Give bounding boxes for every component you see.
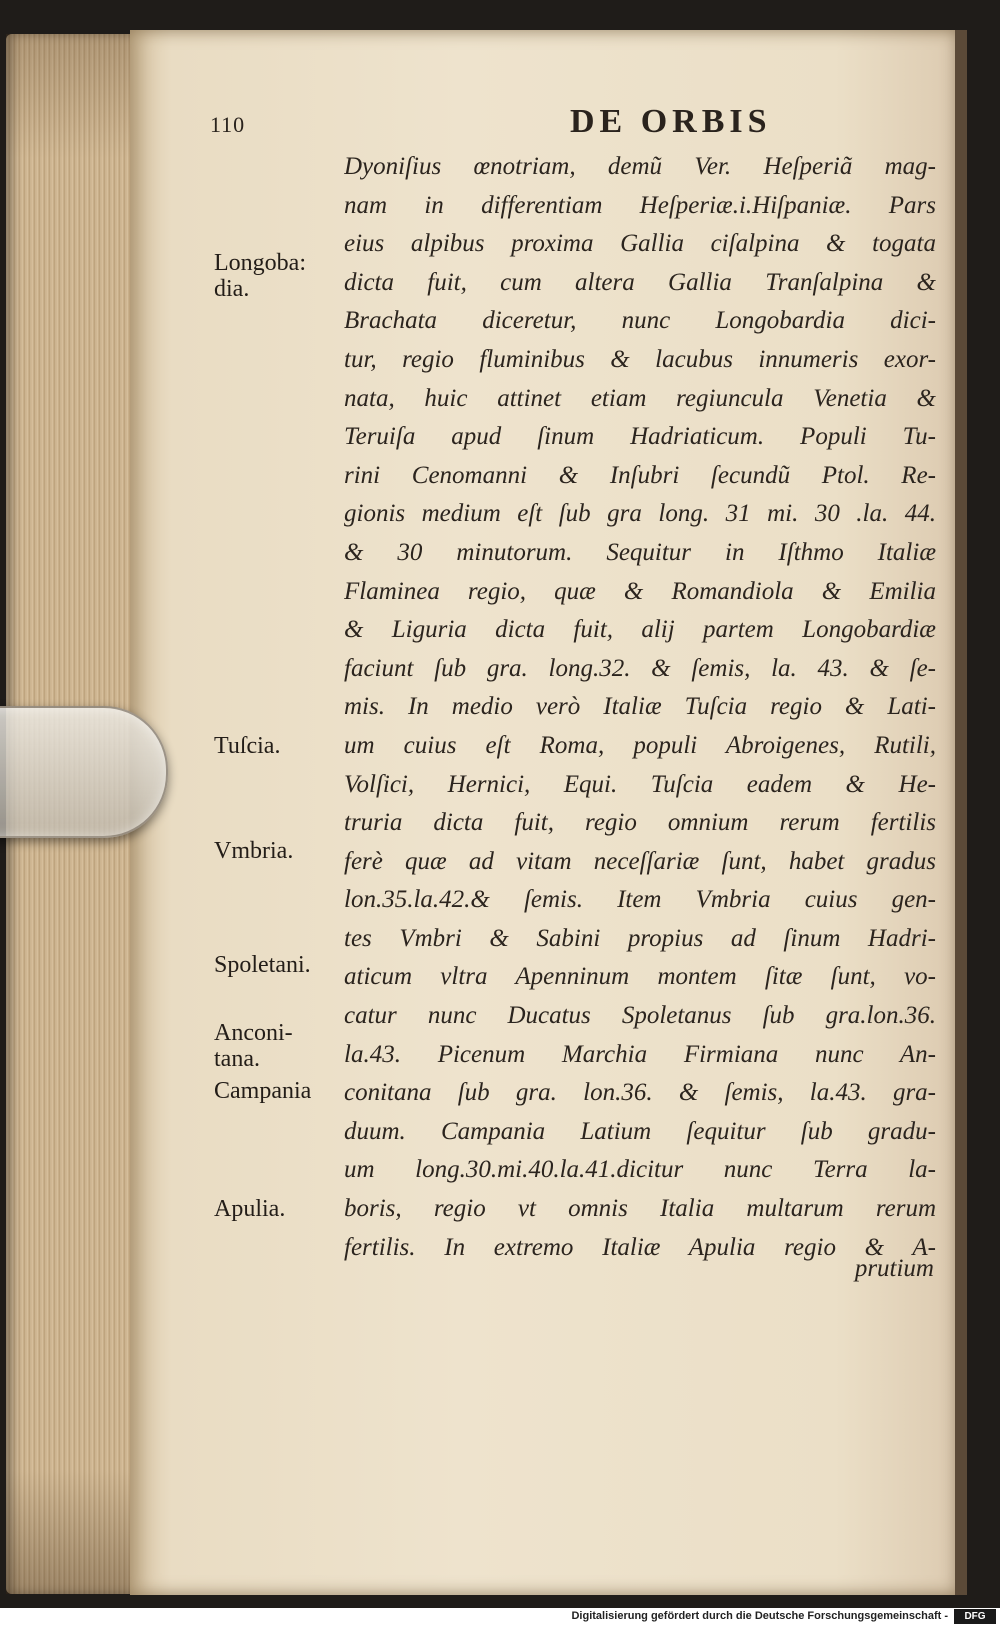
text-line: catur nunc Ducatus Spoletanus ſub gra.lon.36.	[344, 1002, 936, 1030]
text-line: eius alpibus proxima Gallia ciſalpina & togata	[344, 230, 936, 258]
text-line: mis. In medio verò Italiæ Tuſcia regio & Lati-	[344, 693, 936, 721]
text-line: nam in differentiam Heſperiæ.i.Hiſpaniæ. Pars	[344, 191, 936, 219]
text-line: duum. Campania Latium ſequitur ſub gradu-	[344, 1117, 936, 1145]
text-line: lon.35.la.42.& ſemis. Item Vmbria cuius gen-	[344, 886, 936, 914]
text-line: Teruiſa apud ſinum Hadriaticum. Populi Tu-	[344, 423, 936, 451]
text-line: nata, huic attinet etiam regiuncula Venetia &	[344, 384, 936, 412]
text-line: um long.30.mi.40.la.41.dicitur nunc Terra la-	[344, 1156, 936, 1184]
page-gutter	[955, 30, 967, 1595]
text-line: conitana ſub gra. lon.36. & ſemis, la.43. gra-	[344, 1079, 936, 1107]
main-text-block	[344, 148, 936, 1267]
margin-note-vmbria: Vmbria.	[214, 838, 294, 864]
margin-note-anconitana: Anconi- tana.	[214, 1020, 293, 1072]
margin-note-spoletani: Spoletani.	[214, 952, 311, 978]
text-line: ferè quæ ad vitam neceſſariæ ſunt, habet gradus	[344, 847, 936, 875]
margin-note-apulia: Apulia.	[214, 1196, 286, 1222]
page-clip	[0, 706, 168, 838]
funding-attribution: Digitalisierung gefördert durch die Deutsche Forschungsgemeinschaft -	[571, 1610, 948, 1622]
text-line: truria dicta fuit, regio omnium rerum fertilis	[344, 809, 936, 837]
margin-note-campania: Campania	[214, 1078, 312, 1104]
page-number: 110	[210, 112, 246, 137]
text-line: gionis medium eſt ſub gra long. 31 mi. 30 .la. 44.	[344, 500, 936, 528]
text-line: dicta fuit, cum altera Gallia Tranſalpina &	[344, 268, 936, 296]
running-head: DE ORBIS	[570, 103, 772, 140]
text-line: um cuius eſt Roma, populi Abroigenes, Rutili,	[344, 731, 936, 759]
text-line: fertilis. In extremo Italiæ Apulia regio & A-	[344, 1233, 936, 1261]
margin-note-longobardia: Longoba: dia.	[214, 250, 306, 302]
text-line: tes Vmbri & Sabini propius ad ſinum Hadri-	[344, 924, 936, 952]
footer-bar	[0, 1608, 1000, 1626]
text-line: Brachata diceretur, nunc Longobardia dici-	[344, 307, 936, 335]
text-line: faciunt ſub gra. long.32. & ſemis, la. 43. & ſe-	[344, 654, 936, 682]
margin-note-tuscia: Tuſcia.	[214, 733, 281, 759]
text-line: tur, regio fluminibus & lacubus innumeris exor-	[344, 345, 936, 373]
dfg-logo: DFG	[954, 1609, 996, 1624]
text-line: Dyoniſius œnotriam, demũ Ver. Heſperiã mag-	[344, 153, 936, 180]
text-line: Flaminea regio, quæ & Romandiola & Emilia	[344, 577, 936, 605]
text-line: boris, regio vt omnis Italia multarum rerum	[344, 1195, 936, 1223]
text-line: Volſici, Hernici, Equi. Tuſcia eadem & He-	[344, 770, 936, 798]
catchword: prutium	[854, 1255, 934, 1282]
text-line: la.43. Picenum Marchia Firmiana nunc An-	[344, 1040, 936, 1068]
text-line: rini Cenomanni & Inſubri ſecundũ Ptol. Re-	[344, 461, 936, 489]
text-line: aticum vltra Apenninum montem ſitæ ſunt, vo-	[344, 963, 936, 991]
text-line: & 30 minutorum. Sequitur in Iſthmo Italiæ	[344, 538, 936, 566]
text-line: & Liguria dicta fuit, alij partem Longobardiæ	[344, 616, 936, 644]
